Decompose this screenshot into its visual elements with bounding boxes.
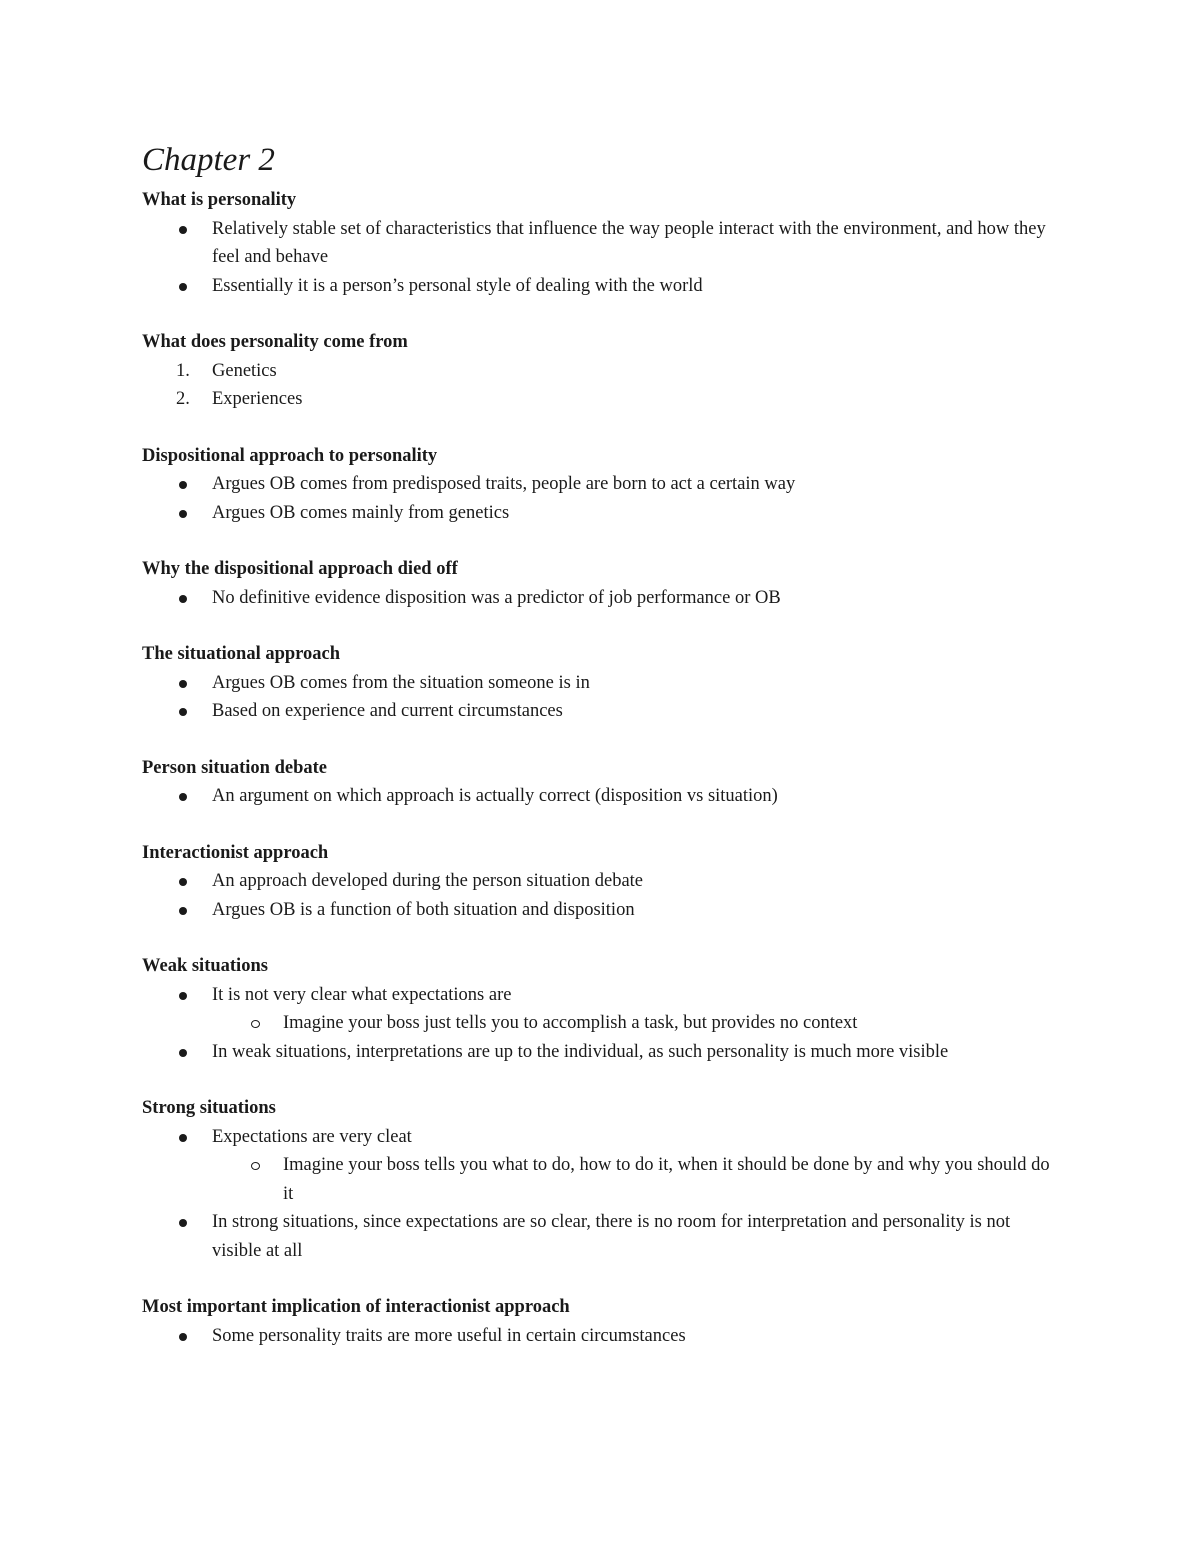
- list-item: No definitive evidence disposition was a predictor of job performance or OB: [142, 584, 1062, 613]
- section-heading: Most important implication of interactionist approach: [142, 1297, 570, 1317]
- list-item: Expectations are very cleat: [142, 1123, 1062, 1152]
- sub-bullet-list: [142, 1009, 1062, 1038]
- list-item: In strong situations, since expectations are so clear, there is no room for interpretation and personality is not visible at all: [142, 1208, 1062, 1265]
- section-interactionist-implication: [142, 1293, 1062, 1350]
- bullet-list: [142, 215, 1062, 301]
- bullet-list: [142, 1322, 1062, 1351]
- section-dispositional-approach: [142, 442, 1062, 528]
- list-item-text: Genetics: [212, 360, 277, 381]
- sub-bullet-list: [142, 1151, 1062, 1208]
- numbered-list: [142, 357, 1062, 414]
- section-heading: Dispositional approach to personality: [142, 445, 438, 466]
- section-heading: What is personality: [142, 190, 297, 210]
- list-item: [142, 357, 1062, 386]
- section-strong-situations: [142, 1094, 1062, 1265]
- bullet-list: [142, 669, 1062, 726]
- list-item: Argues OB comes mainly from genetics: [142, 499, 1062, 528]
- section-interactionist-approach: [142, 839, 1062, 925]
- section-heading: Weak situations: [142, 956, 268, 976]
- list-item: It is not very clear what expectations are: [142, 981, 1062, 1010]
- section-heading: Why the dispositional approach died off: [142, 559, 458, 579]
- section-weak-situations: [142, 952, 1062, 1066]
- list-item: Argues OB comes from predisposed traits, people are born to act a certain way: [142, 470, 1062, 499]
- bullet-list: [142, 470, 1062, 527]
- bullet-list: [142, 782, 1062, 811]
- sub-list-item: Imagine your boss just tells you to accomplish a task, but provides no context: [142, 1009, 1062, 1038]
- list-item: [142, 385, 1062, 414]
- bullet-list: [142, 981, 1062, 1010]
- list-item: Relatively stable set of characteristics that influence the way people interact with the environment, and how they feel and behave: [142, 215, 1062, 272]
- list-item: Based on experience and current circumstances: [142, 697, 1062, 726]
- document-page: [142, 138, 1062, 1378]
- bullet-list: [142, 1208, 1062, 1265]
- section-heading: The situational approach: [142, 644, 341, 664]
- section-what-is-personality: [142, 186, 1062, 300]
- list-item: In weak situations, interpretations are up to the individual, as such personality is much more visible: [142, 1038, 1062, 1067]
- list-item: Argues OB comes from the situation someone is in: [142, 669, 1062, 698]
- page-title: Chapter 2: [142, 142, 275, 178]
- list-item: An argument on which approach is actually correct (disposition vs situation): [142, 782, 1062, 811]
- bullet-list: [142, 867, 1062, 924]
- sub-list-item: Imagine your boss tells you what to do, how to do it, when it should be done by and why you should do it: [142, 1151, 1062, 1208]
- section-personality-origin: [142, 328, 1062, 414]
- section-heading: Interactionist approach: [142, 842, 329, 863]
- section-heading: Person situation debate: [142, 757, 327, 778]
- list-item: An approach developed during the person situation debate: [142, 867, 1062, 896]
- section-situational-approach: [142, 640, 1062, 726]
- list-number: 1.: [176, 360, 190, 381]
- bullet-list: [142, 1038, 1062, 1067]
- list-item: Essentially it is a person’s personal style of dealing with the world: [142, 272, 1062, 301]
- section-heading: Strong situations: [142, 1098, 276, 1118]
- bullet-list: [142, 584, 1062, 613]
- section-dispositional-died-off: [142, 555, 1062, 612]
- list-item: Argues OB is a function of both situation and disposition: [142, 896, 1062, 925]
- section-heading: What does personality come from: [142, 332, 408, 352]
- list-number: 2.: [176, 389, 190, 409]
- section-person-situation-debate: [142, 754, 1062, 811]
- list-item: Some personality traits are more useful in certain circumstances: [142, 1322, 1062, 1351]
- list-item-text: Experiences: [212, 389, 303, 409]
- bullet-list: [142, 1123, 1062, 1152]
